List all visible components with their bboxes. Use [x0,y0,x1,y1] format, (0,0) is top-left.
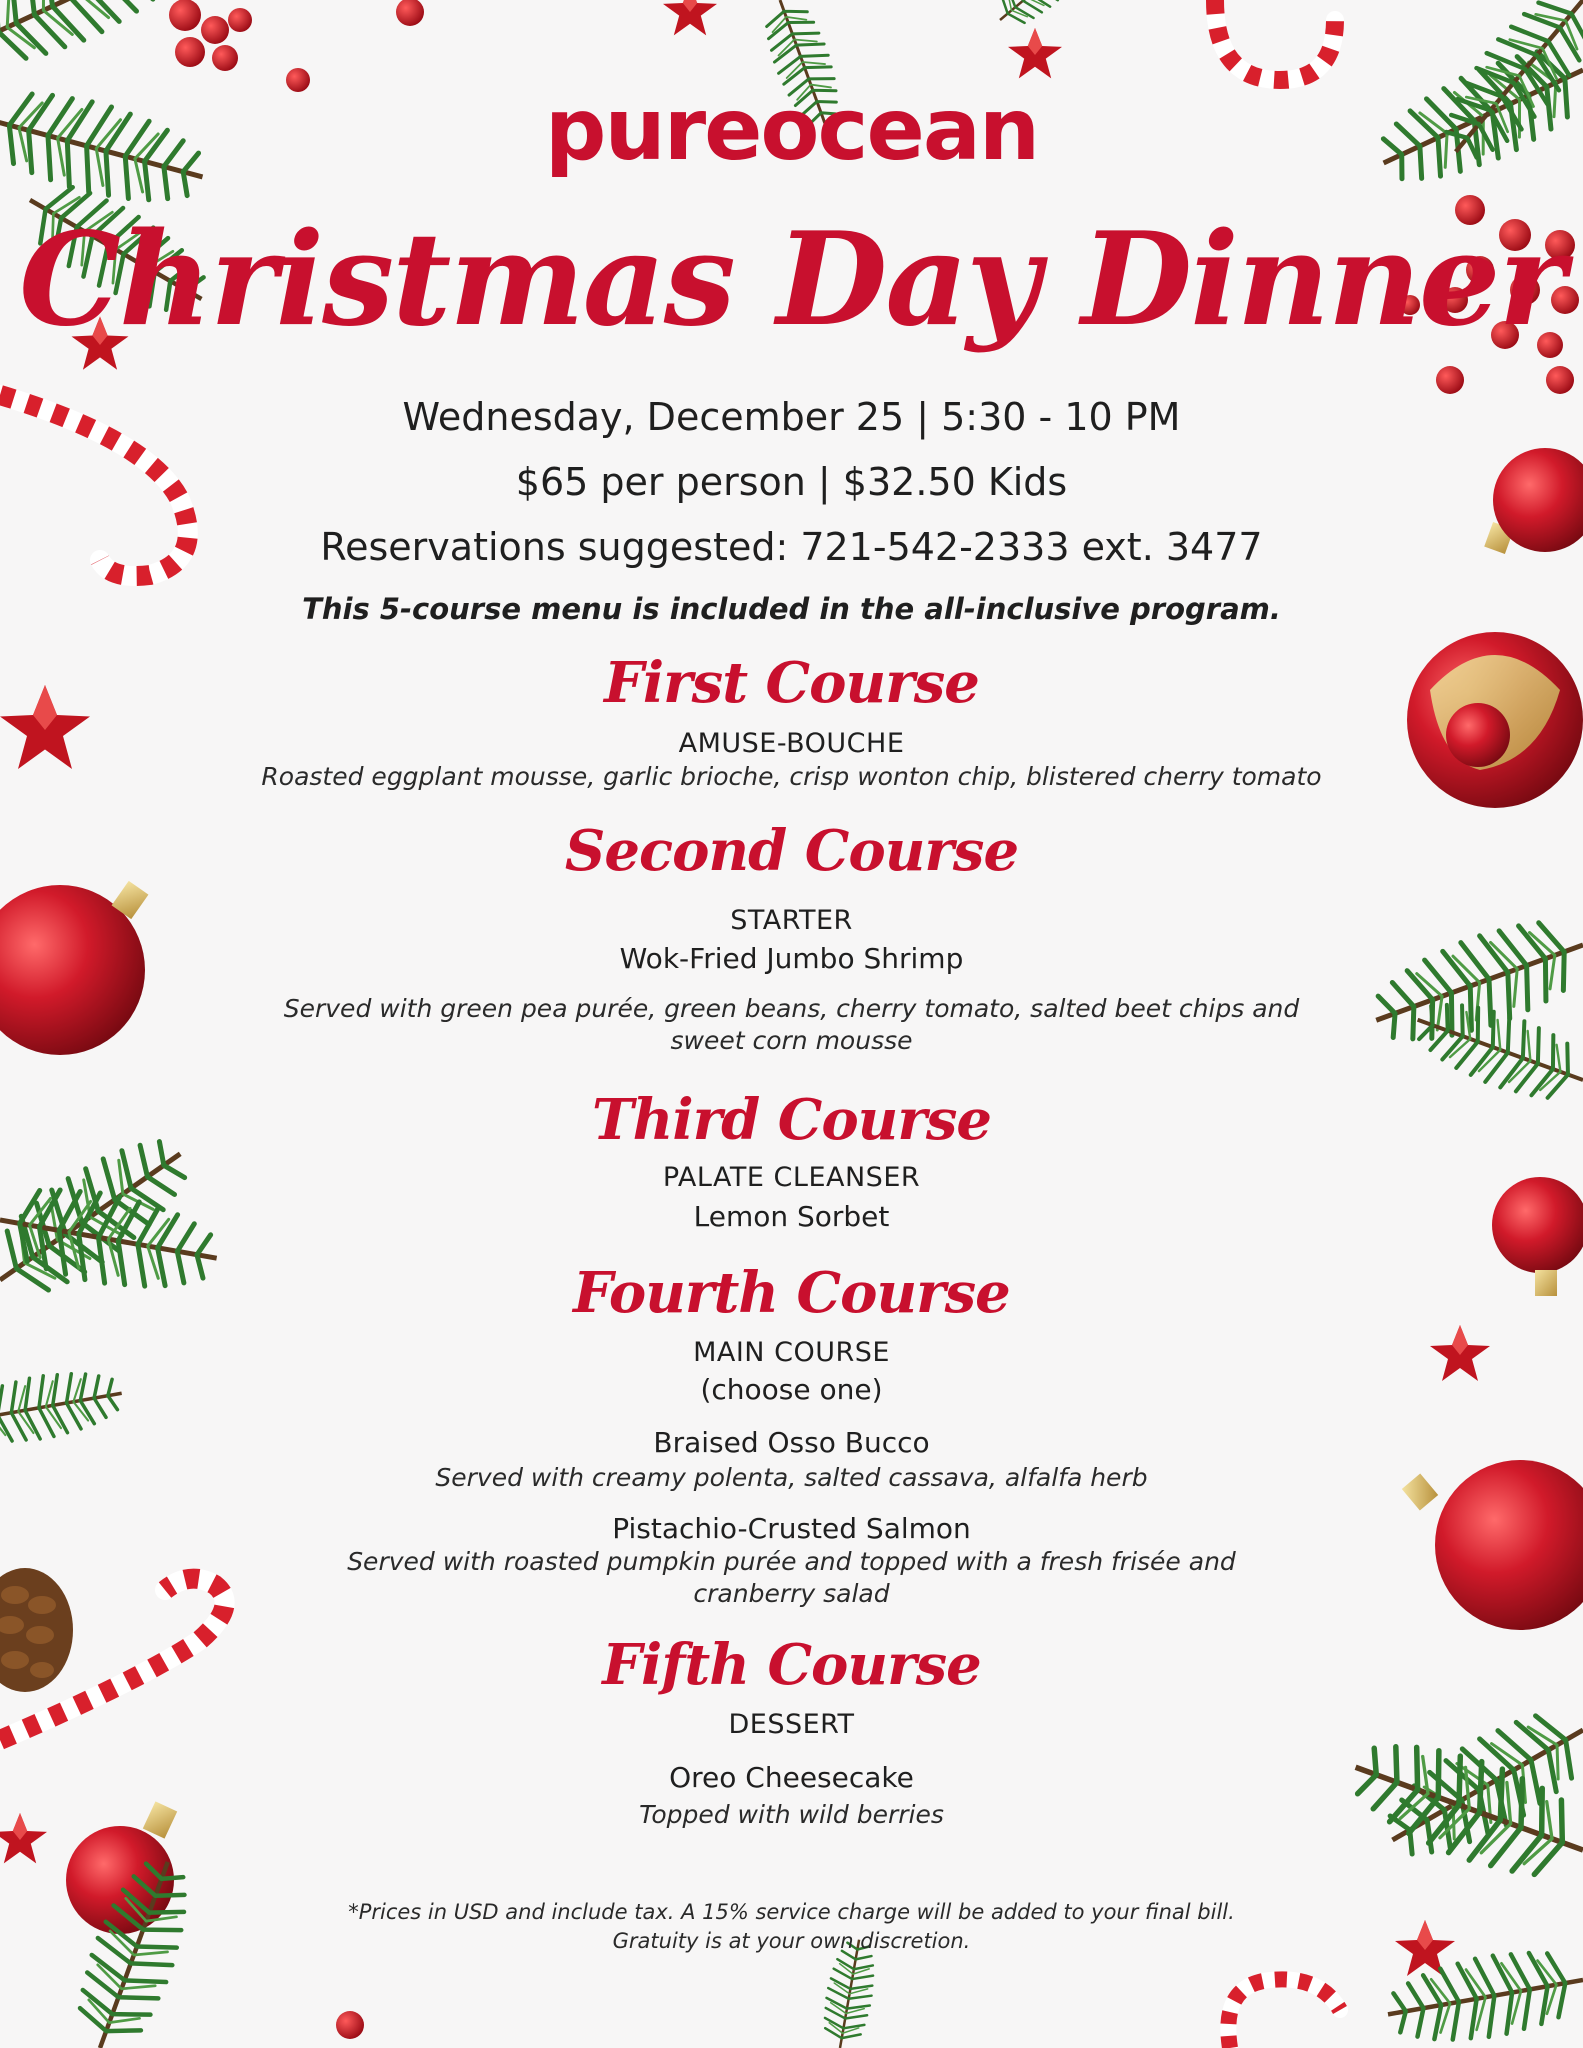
page-title: Christmas Day Dinner [19,205,1564,355]
event-price: $65 per person | $32.50 Kids [515,460,1068,504]
event-date-time: Wednesday, December 25 | 5:30 - 10 PM [402,395,1181,439]
footer-pricing-note: *Prices in USD and include tax. A 15% service charge will be added to your final bill. [348,1900,1235,1924]
course-description-fourth-option2-line1: Served with roasted pumpkin purée and topped with a fresh frisée and [347,1547,1236,1576]
dish-name-third: Lemon Sorbet [693,1200,890,1233]
dish-name-fourth-option2: Pistachio-Crusted Salmon [612,1512,971,1545]
course-description-fourth-option2-line2: cranberry salad [693,1579,890,1608]
course-category-first: AMUSE-BOUCHE [678,728,905,759]
course-heading-first: First Course [604,650,979,716]
course-heading-third: Third Course [591,1087,992,1153]
course-description-fourth-option1: Served with creamy polenta, salted cassava, alfalfa herb [435,1463,1148,1492]
dish-name-fourth-option1: Braised Osso Bucco [653,1426,930,1459]
course-category-second: STARTER [730,905,853,936]
course-category-fourth: MAIN COURSE [693,1337,890,1368]
course-category-fifth: DESSERT [728,1709,855,1740]
course-description-second-line2: sweet corn mousse [670,1026,913,1055]
course-heading-fifth: Fifth Course [602,1632,981,1698]
reservations-info: Reservations suggested: 721-542-2333 ext. 3477 [320,525,1263,569]
course-description-first: Roasted eggplant mousse, garlic brioche, crisp wonton chip, blistered cherry tomato [261,762,1322,791]
all-inclusive-note: This 5-course menu is included in the all-inclusive program. [302,592,1281,626]
footer-gratuity-note: Gratuity is at your own discretion. [612,1929,971,1953]
course-description-second-line1: Served with green pea purée, green beans, cherry tomato, salted beet chips and [283,994,1300,1023]
course-heading-second: Second Course [564,818,1019,884]
course-description-fifth: Topped with wild berries [639,1800,944,1829]
course-heading-fourth: Fourth Course [573,1260,1010,1326]
dish-name-second: Wok-Fried Jumbo Shrimp [619,942,964,975]
brand-logo: pureocean [544,80,1039,180]
choose-one-note: (choose one) [700,1373,883,1406]
dish-name-fifth: Oreo Cheesecake [669,1761,914,1794]
course-category-third: PALATE CLEANSER [662,1162,921,1193]
